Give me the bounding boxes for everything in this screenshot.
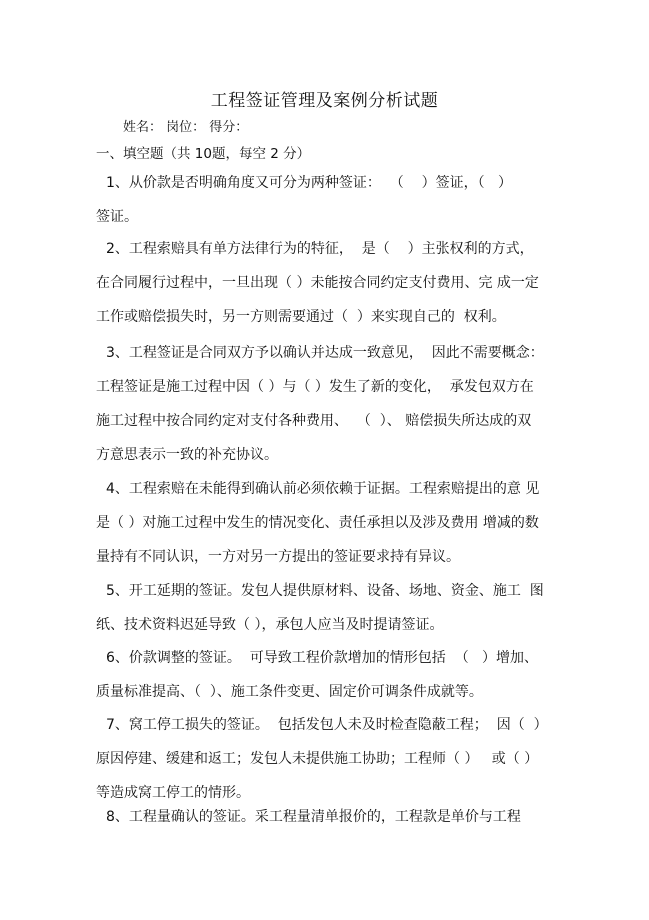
question-3-line-3: 施工过程中按合同约定对支付各种费用、 （ ）、 赔偿损失所达成的双: [96, 413, 532, 429]
question-2: [96, 232, 566, 334]
question-4-line-2: 是（ ）对施工过程中发生的情况变化、责任承担以及涉及费用 增减的数: [96, 515, 539, 531]
question-4-line-3: 量持有不同认识，一方对另一方提出的签证要求持有异议。: [96, 549, 460, 565]
question-3-line-1: 3、工程签证是合同双方予以确认并达成一致意见， 因此不需要概念：: [106, 345, 544, 361]
question-3: [96, 336, 566, 472]
question-5: [96, 574, 566, 642]
question-1: [96, 166, 566, 234]
question-7: [96, 708, 566, 810]
question-8: [96, 800, 566, 834]
section-heading-fill-in-blank: 一、填空题（共 10题，每空 2 分）: [96, 146, 311, 162]
question-6: [96, 641, 566, 709]
question-3-line-2: 工程签证是施工过程中因（ ）与（ ）发生了新的变化， 承发包双方在: [96, 379, 534, 395]
question-6-line-1: 6、价款调整的签证。 可导致工程价款增加的情形包括 （ ）增加、: [106, 650, 539, 666]
question-2-line-3: 工作或赔偿损失时，另一方则需要通过（ ）来实现自己的 权利。: [96, 309, 506, 325]
question-4-line-1: 4、工程索赔在未能得到确认前必须依赖于证据。工程索赔提出的意 见: [106, 481, 540, 497]
question-1-line-1: 1、从价款是否明确角度又可分为两种签证： （ ）签证，（ ）: [106, 175, 512, 191]
question-5-line-1: 5、开工延期的签证。发包人提供原材料、设备、场地、资金、施工 图: [106, 583, 544, 599]
question-8-line-1: 8、工程量确认的签证。采工程量清单报价的，工程款是单价与工程: [106, 809, 521, 825]
page-title: 工程签证管理及案例分析试题: [210, 91, 439, 111]
question-1-line-2: 签证。: [96, 209, 138, 225]
question-2-line-2: 在合同履行过程中，一旦出现（ ）未能按合同约定支付费用、完 成一定: [96, 275, 539, 291]
exam-info-line: 姓名： 岗位： 得分：: [123, 120, 249, 135]
question-5-line-2: 纸、技术资料迟延导致（ ），承包人应当及时提请签证。: [96, 617, 444, 633]
question-3-line-4: 方意思表示一致的补充协议。: [96, 447, 278, 463]
question-6-line-2: 质量标准提高、（ ）、施工条件变更、固定价可调条件成就等。: [96, 684, 483, 700]
question-7-line-1: 7、窝工停工损失的签证。 包括发包人未及时检查隐蔽工程； 因（ ）: [106, 717, 548, 733]
question-2-line-1: 2、工程索赔具有单方法律行为的特征， 是（ ）主张权利的方式，: [106, 241, 534, 257]
question-7-line-3: 等造成窝工停工的情形。: [96, 785, 250, 801]
question-4: [96, 472, 566, 574]
question-7-line-2: 原因停建、缓建和返工；发包人未提供施工协助；工程师（ ） 或（ ）: [96, 751, 539, 767]
